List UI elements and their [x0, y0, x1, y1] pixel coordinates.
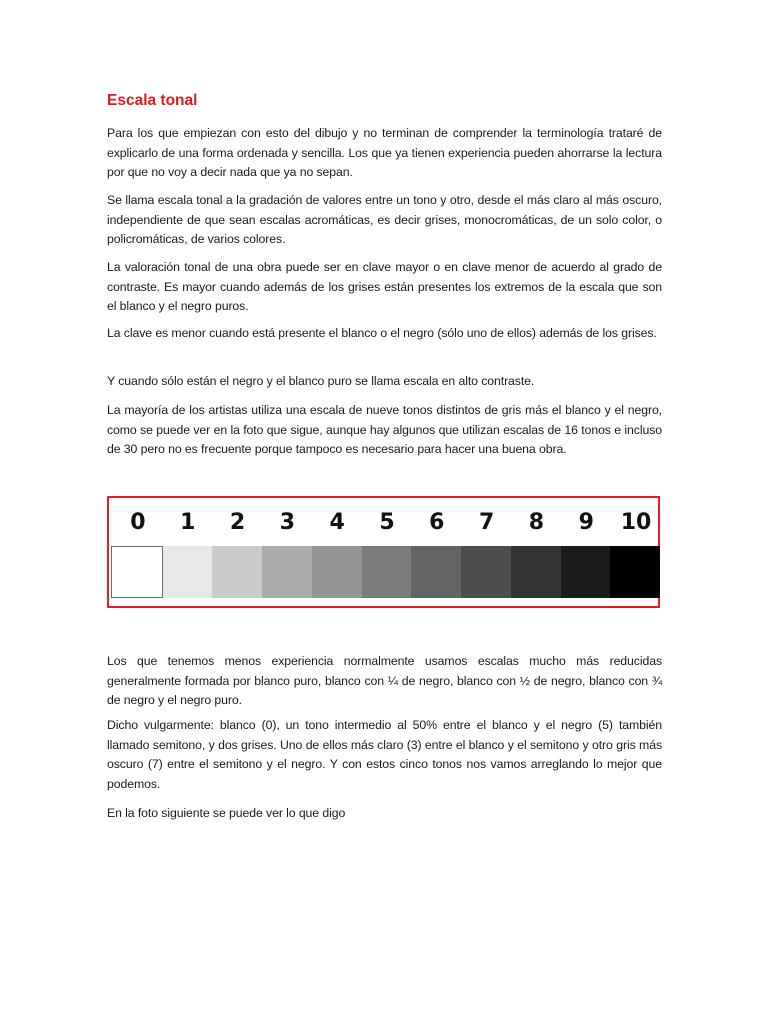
tone-swatch-1: [163, 546, 213, 598]
scale-label-1: 1: [180, 510, 196, 535]
tone-swatch-5: [362, 546, 412, 598]
tone-swatch-0: [111, 546, 163, 598]
paragraph-definition: Se llama escala tonal a la gradación de valores entre un tono y otro, desde el más claro al más oscuro, independiente de que sean escalas acromáticas, es decir grises, monocromáticas, de un solo color, o policromáticas, de varios colores.: [107, 193, 662, 246]
page-title: Escala tonal: [107, 92, 198, 109]
paragraph-nueve-tonos: La mayoría de los artistas utiliza una escala de nueve tonos distintos de gris más el blanco y el negro, como se puede ver en la foto que sigue, aunque hay algunos que utilizan escalas de 16 tonos e incluso de 30 pero no es frecuente porque tampoco es necesario para hacer una buena obra.: [107, 403, 662, 456]
tone-swatch-2: [212, 546, 262, 598]
paragraph-clave-mayor: La valoración tonal de una obra puede ser en clave mayor o en clave menor de acuerdo al grado de contraste. Es mayor cuando además de los grises están presentes los extremos de la escala que son el blanco y el negro puros.: [107, 260, 662, 313]
scale-label-0: 0: [130, 510, 146, 535]
scale-label-3: 3: [279, 510, 295, 535]
tone-swatch-8: [511, 546, 561, 598]
scale-label-6: 6: [429, 510, 445, 535]
tone-swatch-7: [461, 546, 511, 598]
tone-swatch-10: [610, 546, 660, 598]
scale-label-8: 8: [528, 510, 545, 535]
tone-swatch-3: [262, 546, 312, 598]
scale-label-10: 10: [620, 510, 652, 535]
paragraph-clave-menor: La clave es menor cuando está presente el blanco o el negro (sólo uno de ellos) además de los grises.: [107, 326, 657, 340]
tonal-scale-figure: [107, 496, 660, 608]
tone-swatch-9: [561, 546, 611, 598]
paragraph-vulgarmente: Dicho vulgarmente: blanco (0), un tono intermedio al 50% entre el blanco y el negro (5) también llamado semitono, y dos grises. Uno de ellos más claro (3) entre el blanco y el semitono y otro gris más oscuro (7) entre el semitono y el negro. Y con estos cinco tonos nos vamos arreglando lo mejor que podemos.: [107, 718, 662, 791]
scale-label-7: 7: [478, 510, 495, 535]
paragraph-alto-contraste: Y cuando sólo están el negro y el blanco puro se llama escala en alto contraste.: [107, 374, 535, 388]
tone-swatch-6: [411, 546, 461, 598]
tonal-scale-labels: [113, 508, 661, 538]
scale-label-4: 4: [329, 510, 345, 535]
tone-swatch-4: [312, 546, 362, 598]
paragraph-foto-siguiente: En la foto siguiente se puede ver lo que digo: [107, 806, 346, 820]
paragraph-menos-experiencia: Los que tenemos menos experiencia normalmente usamos escalas mucho más reducidas generalmente formada por blanco puro, blanco con ¼ de negro, blanco con ½ de negro, blanco con ¾ de negro y el negro puro.: [107, 654, 662, 707]
scale-label-5: 5: [379, 510, 395, 535]
tonal-scale-swatches: [111, 546, 660, 598]
scale-label-9: 9: [578, 510, 594, 535]
paragraph-intro: Para los que empiezan con esto del dibujo y no terminan de comprender la terminología trataré de explicarlo de una forma ordenada y sencilla. Los que ya tienen experiencia pueden ahorrarse la lectura por que no voy a decir nada que ya no sepan.: [107, 126, 662, 179]
scale-label-2: 2: [229, 510, 246, 535]
